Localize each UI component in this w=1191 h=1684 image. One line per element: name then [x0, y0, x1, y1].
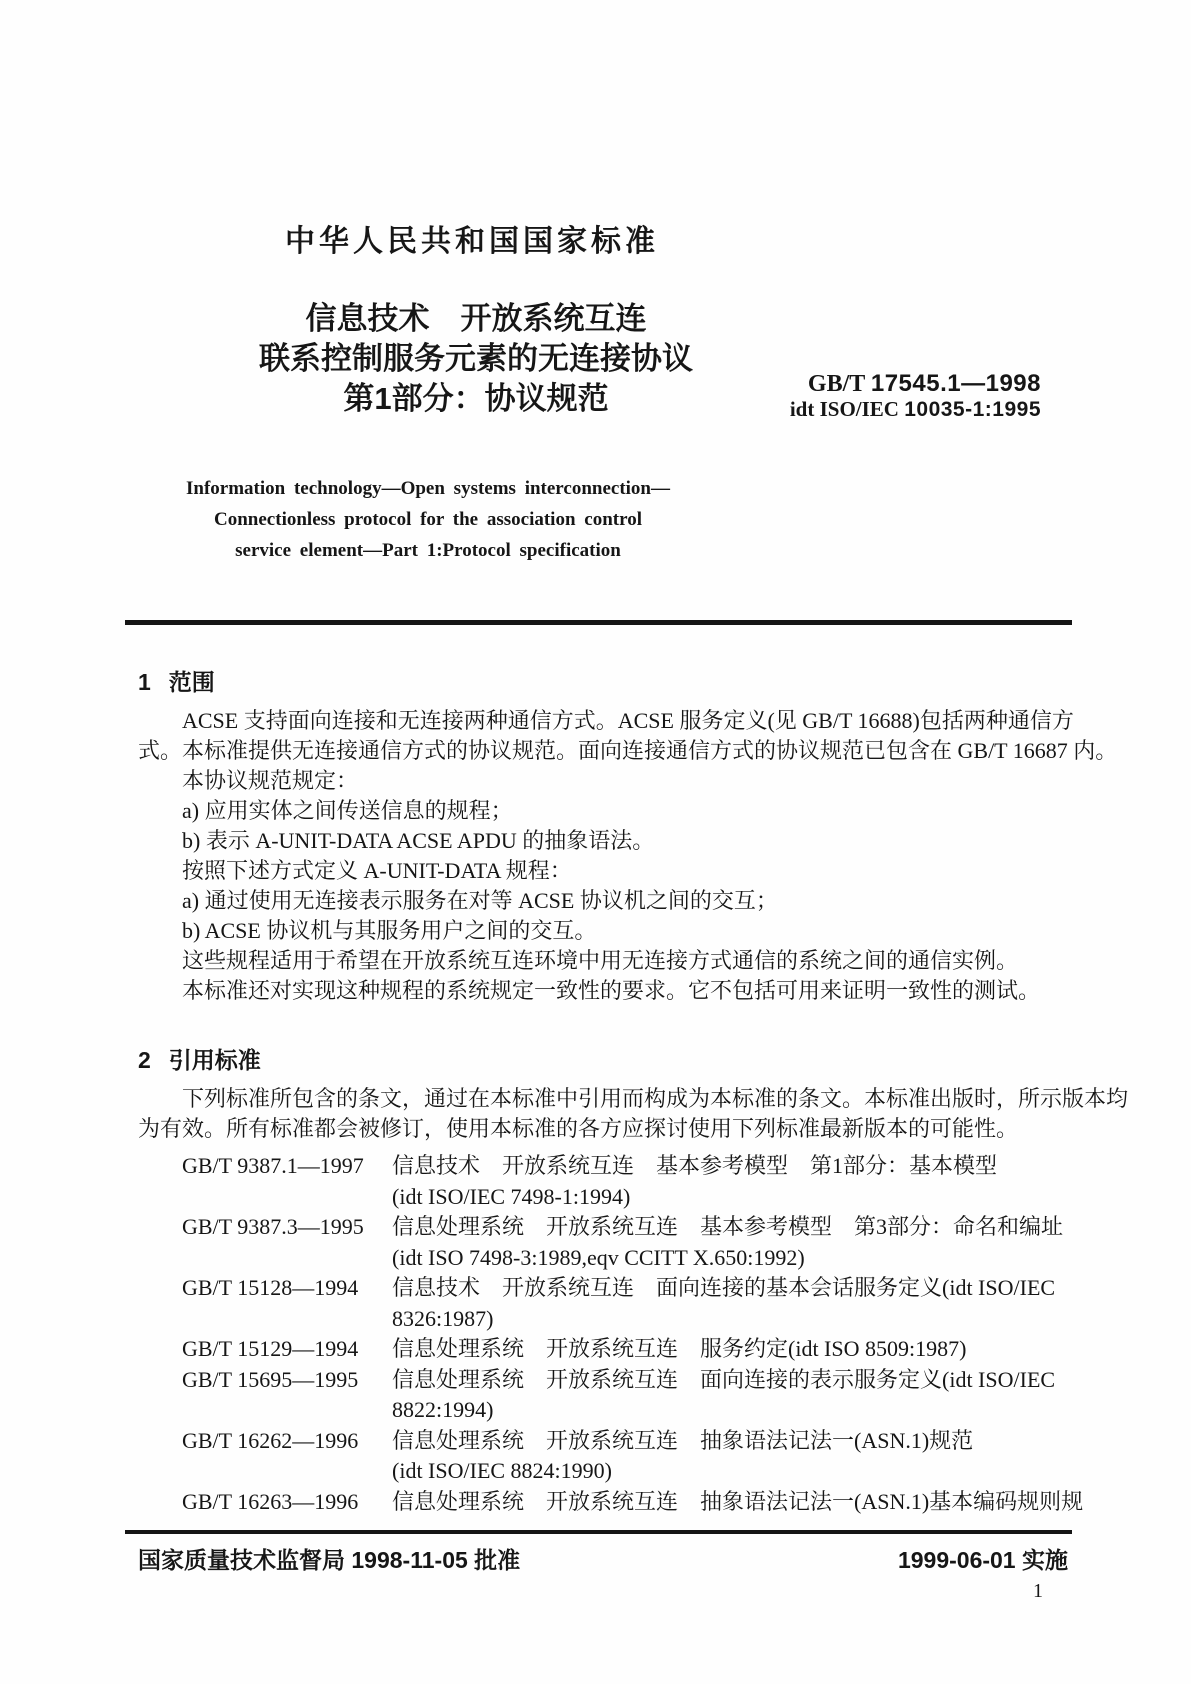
section-2-title: 引用标准 [168, 1047, 261, 1073]
idt-code-number: 10035-1:1995 [904, 398, 1041, 421]
reference-description [392, 1212, 1078, 1273]
reference-description-line: 8822:1994) [392, 1397, 494, 1422]
section-1-title: 范围 [168, 669, 215, 695]
reference-description [392, 1273, 1078, 1334]
body-line: 这些规程适用于希望在开放系统互连环境中用无连接方式通信的系统之间的通信实例。 [182, 948, 1019, 973]
title-line-english: service element—Part 1:Protocol specification [235, 540, 621, 561]
reference-description-line: 信息技术 开放系统互连 基本参考模型 第1部分：基本模型 [392, 1153, 998, 1178]
body-line: 本标准还对实现这种规程的系统规定一致性的要求。它不包括可用来证明一致性的测试。 [182, 978, 1041, 1003]
reference-description [392, 1487, 1083, 1518]
section-2-number: 2 [138, 1047, 151, 1073]
reference-entry [182, 1426, 1078, 1487]
reference-code: GB/T 16263—1996 [182, 1488, 359, 1514]
reference-code: GB/T 15129—1994 [182, 1336, 359, 1361]
section-1-number: 1 [138, 669, 151, 695]
standard-code-prefix: GB/T [807, 371, 865, 397]
reference-code: GB/T 15128—1994 [182, 1275, 359, 1300]
reference-description [392, 1334, 1078, 1365]
reference-description-line: 信息处理系统 开放系统互连 服务约定(idt ISO 8509:1987) [392, 1336, 967, 1361]
reference-entry [182, 1334, 1078, 1365]
reference-entry [182, 1273, 1078, 1334]
reference-description-line: 信息处理系统 开放系统互连 基本参考模型 第3部分：命名和编址 [392, 1214, 1064, 1239]
reference-code: GB/T 9387.1—1997 [182, 1153, 364, 1178]
document-title-english [108, 473, 748, 566]
body-line: a) 应用实体之间传送信息的规程； [182, 798, 513, 823]
document-title-chinese [138, 299, 814, 419]
reference-code: GB/T 16262—1996 [182, 1427, 359, 1453]
body-line: 为有效。所有标准都会被修订，使用本标准的各方应探讨使用下列标准最新版本的可能性。 [138, 1116, 1019, 1141]
reference-description [392, 1426, 1078, 1487]
section-2-heading [138, 1042, 261, 1075]
reference-description-line: 信息技术 开放系统互连 面向连接的基本会话服务定义(idt ISO/IEC [392, 1275, 1056, 1300]
body-line: 下列标准所包含的条文，通过在本标准中引用而构成为本标准的条文。本标准出版时，所示版本均 [182, 1086, 1129, 1111]
body-line: a) 通过使用无连接表示服务在对等 ACSE 协议机之间的交互； [182, 888, 778, 913]
title-line-chinese: 联系控制服务元素的无连接协议 [259, 341, 693, 376]
reference-code: GB/T 9387.3—1995 [182, 1214, 364, 1239]
standard-code-line [790, 371, 1041, 397]
reference-list [182, 1151, 1084, 1517]
reference-code: GB/T 15695—1995 [182, 1366, 359, 1392]
standard-code-number: 17545.1—1998 [870, 370, 1041, 397]
reference-description-line: 信息处理系统 开放系统互连 抽象语法记法一(ASN.1)基本编码规则规 [392, 1488, 1084, 1514]
body-line: b) 表示 A-UNIT-DATA ACSE APDU 的抽象语法。 [182, 828, 655, 853]
idt-code-prefix: idt ISO/IEC [789, 397, 899, 421]
body-line: b) ACSE 协议机与其服务用户之间的交互。 [182, 918, 597, 943]
title-line-chinese: 信息技术 开放系统互连 [305, 301, 647, 336]
title-line-chinese: 第1部分：协议规范 [343, 381, 609, 416]
title-line-english: Connectionless protocol for the association control [214, 509, 642, 530]
reference-description-line: (idt ISO/IEC 7498-1:1994) [392, 1183, 631, 1209]
page-number: 1 [1033, 1580, 1043, 1602]
reference-description [392, 1151, 1078, 1212]
implementation-notice: 1999-06-01 实施 [897, 1547, 1068, 1573]
reference-entry [182, 1365, 1078, 1426]
body-line: 本协议规范规定： [182, 768, 359, 793]
reference-description-line: (idt ISO 7498-3:1989,eqv CCITT X.650:1992) [392, 1244, 805, 1270]
national-standard-header: 中华人民共和国国家标准 [285, 225, 659, 258]
section-1-body [138, 706, 1118, 1006]
header-rule [125, 620, 1072, 625]
reference-entry [182, 1151, 1078, 1212]
footer [138, 1542, 1068, 1575]
reference-entry [182, 1212, 1078, 1273]
body-line: ACSE 支持面向连接和无连接两种通信方式。ACSE 服务定义(见 GB/T 16688)包括两种通信方 [182, 708, 1074, 733]
body-line: 按照下述方式定义 A-UNIT-DATA 规程： [182, 858, 572, 883]
section-1-heading [138, 664, 215, 697]
reference-entry [182, 1487, 1084, 1518]
reference-description-line: 信息处理系统 开放系统互连 面向连接的表示服务定义(idt ISO/IEC [392, 1366, 1056, 1392]
reference-description-line: 信息处理系统 开放系统互连 抽象语法记法一(ASN.1)规范 [392, 1427, 974, 1453]
section-2-body [138, 1084, 1129, 1144]
body-line: 式。本标准提供无连接通信方式的协议规范。面向连接通信方式的协议规范已包含在 GB/T 16687 内。 [138, 738, 1118, 763]
reference-description [392, 1365, 1078, 1426]
reference-description-line: (idt ISO/IEC 8824:1990) [392, 1458, 612, 1483]
standard-number-block [790, 371, 1041, 422]
approval-notice: 国家质量技术监督局 1998-11-05 批准 [138, 1547, 521, 1573]
idt-code-line [790, 397, 1041, 422]
footer-rule [125, 1530, 1072, 1534]
title-line-english: Information technology—Open systems interconnection— [186, 478, 670, 499]
reference-description-line: 8326:1987) [392, 1305, 494, 1331]
